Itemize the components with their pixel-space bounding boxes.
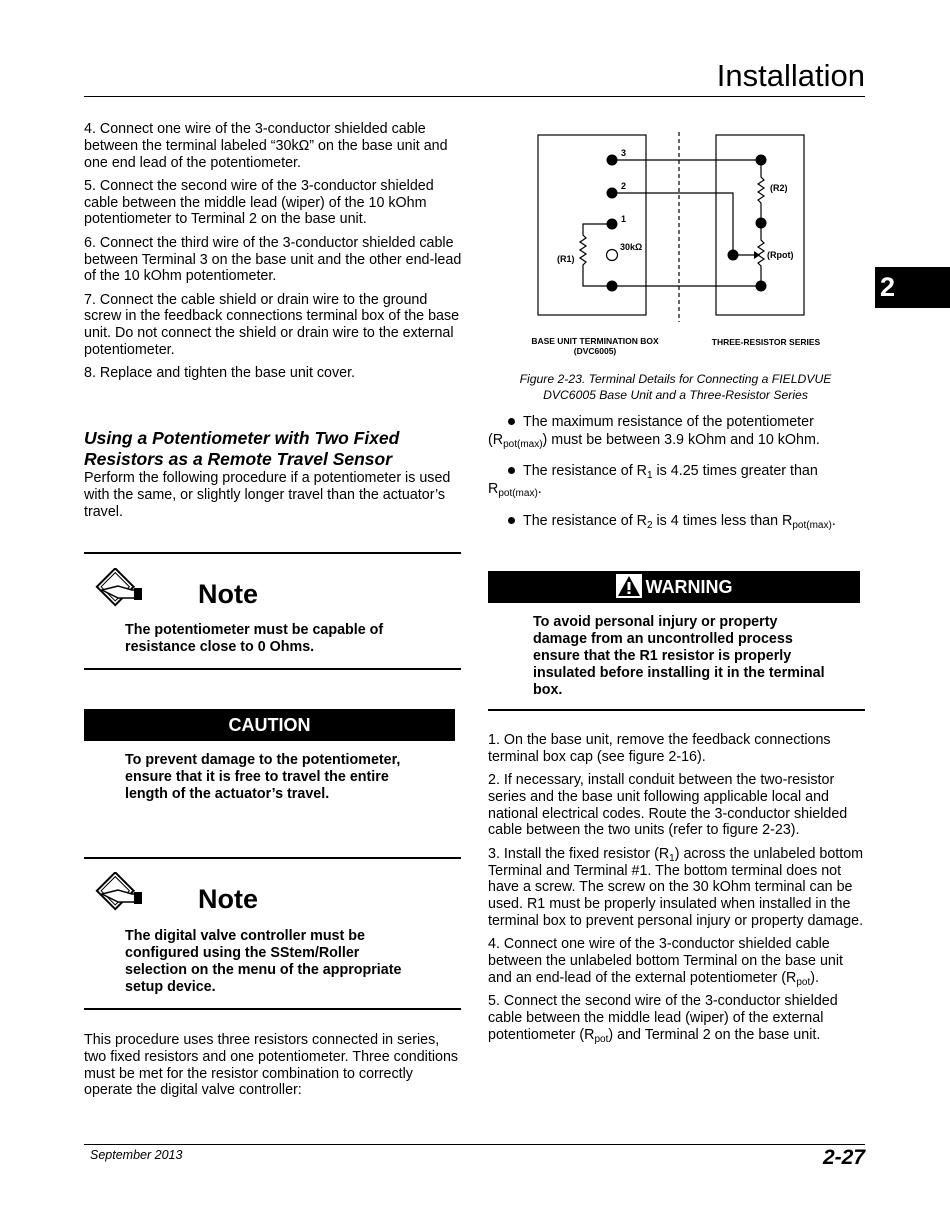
base-unit-label-line2: (DVC6005) xyxy=(573,346,617,356)
wiper-arrow-head xyxy=(754,251,760,259)
terminal-30k-dot xyxy=(607,250,618,261)
figure-caption-line2: DVC6005 Base Unit and a Three-Resistor Series xyxy=(543,387,808,402)
note1-bottom-rule xyxy=(84,668,461,670)
bullet-dot xyxy=(508,418,515,425)
figure-caption xyxy=(488,372,863,403)
section-title: Using a Potentiometer with Two Fixed Resistors as a Remote Travel Sensor xyxy=(84,428,400,469)
r2-resistor xyxy=(758,160,764,223)
r2-label: (R2) xyxy=(770,183,788,193)
footer-page-number: 2-27 xyxy=(822,1146,865,1169)
section-intro: Perform the following procedure if a potentiometer is used with the same, or slightly longer travel than the actuator’s travel. xyxy=(84,470,451,520)
right-step-4-sub: pot xyxy=(796,976,811,988)
right-step-4 xyxy=(488,936,868,986)
left-step-6: 6. Connect the third wire of the 3-conductor shielded cable between Terminal 3 on the base unit and the other end-lead of the 10 kOhm potentiometer. xyxy=(84,234,462,285)
terminal-diagram xyxy=(488,122,868,362)
bullet-1-text-a: The maximum resistance of the potentiometer (R xyxy=(488,414,814,448)
note-hand-icon xyxy=(88,568,144,619)
chapter-tab: 2 xyxy=(875,267,950,308)
note2-top-rule xyxy=(84,857,461,859)
bullet-1 xyxy=(488,413,868,449)
rpot-label: (Rpot) xyxy=(767,250,794,260)
series-label: THREE-RESISTOR SERIES xyxy=(711,337,821,347)
bullet-2-text-a: The resistance of R xyxy=(523,463,647,479)
left-step-5: 5. Connect the second wire of the 3-conductor shielded cable between the middle lead (wiper) of the 10 kOhm potentiometer to Terminal 2 on the base unit. xyxy=(84,177,434,228)
right-step-5 xyxy=(488,993,868,1043)
terminal-3-label: 3 xyxy=(621,148,627,158)
right-step-3 xyxy=(488,846,868,930)
warning-body: To avoid personal injury or property damage from an uncontrolled process ensure that the R1 resistor is properly insulated before installing it in the terminal box. xyxy=(533,614,825,698)
header-rule xyxy=(84,96,865,97)
left-steps xyxy=(84,121,462,389)
page-header-title: Installation xyxy=(716,58,865,93)
base-unit-label-line1: BASE UNIT TERMINATION BOX xyxy=(531,336,659,346)
right-step-3-b: ) across the unlabeled bottom Terminal and Terminal #1. The bottom terminal does not have a screw. The screw on the 30 kOhm terminal can be used. R1 must be properly insulated when installed in the terminal box to prevent personal injury or property damage. xyxy=(488,845,864,929)
base-unit-label xyxy=(505,336,685,356)
bullet-1-text-b: ) must be between 3.9 kOhm and 10 kOhm. xyxy=(542,432,820,448)
bullet-3-text-b: is 4 times less than R xyxy=(652,513,793,529)
bullet-3-sub: 2 xyxy=(646,520,653,531)
terminal-2-label: 2 xyxy=(621,181,627,191)
caution-body: To prevent damage to the potentiometer, ensure that it is free to travel the entire length of the actuator’s travel. xyxy=(125,752,401,802)
terminal-30k-label: 30kΩ xyxy=(620,242,643,252)
base-unit-box xyxy=(538,135,646,315)
note2-body: The digital valve controller must be configured using the SStem/Roller selection on the menu of the appropriate setup device. xyxy=(125,928,402,995)
note1-body: The potentiometer must be capable of resistance close to 0 Ohms. xyxy=(125,622,384,655)
note1-heading: Note xyxy=(198,579,258,609)
warning-bottom-rule xyxy=(488,709,865,711)
bullet-2-sub2: pot(max) xyxy=(498,488,538,499)
terminal-1-label: 1 xyxy=(621,214,627,224)
right-steps xyxy=(488,732,868,1050)
warning-bar xyxy=(488,571,860,603)
bullet-2-text-c: . xyxy=(537,481,542,497)
r1-label: (R1) xyxy=(557,254,575,264)
right-step-4-b: ). xyxy=(810,969,820,986)
right-step-5-a: 5. Connect the second wire of the 3-conductor shielded cable between the middle lead (wiper) of the external potentiometer (R xyxy=(488,993,838,1043)
bullet-dot xyxy=(508,467,515,474)
warning-triangle-icon xyxy=(616,574,642,598)
left-closing: This procedure uses three resistors connected in series, two fixed resistors and one potentiometer. Three conditions must be met for the resistor combination to correctly operate the digital valve controller: xyxy=(84,1032,459,1099)
bullet-2 xyxy=(488,462,868,498)
section xyxy=(84,428,462,520)
footer-rule xyxy=(84,1144,865,1145)
caution-bar: CAUTION xyxy=(84,709,455,741)
left-step-4: 4. Connect one wire of the 3-conductor shielded cable between the terminal labeled “30kΩ” on the base unit and one end lead of the potentiometer. xyxy=(84,121,448,171)
right-step-3-a: 3. Install the fixed resistor (R xyxy=(488,845,670,862)
bullet-dot xyxy=(508,517,515,524)
left-step-8: 8. Replace and tighten the base unit cover. xyxy=(84,365,356,382)
footer-date: September 2013 xyxy=(90,1148,183,1162)
note-hand-icon xyxy=(88,872,144,923)
right-step-1: 1. On the base unit, remove the feedback connections terminal box cap (see figure 2-16). xyxy=(488,732,831,765)
note2-heading: Note xyxy=(198,884,258,914)
warning-heading: WARNING xyxy=(645,577,733,597)
right-step-4-a: 4. Connect one wire of the 3-conductor shielded cable between the unlabeled bottom Terminal on the base unit and an end-lead of the external potentiometer (R xyxy=(488,936,844,986)
figure-caption-line1: Figure 2-23. Terminal Details for Connecting a FIELDVUE xyxy=(519,372,832,386)
bullet-3-sub2: pot(max) xyxy=(792,520,832,531)
right-step-3-sub: 1 xyxy=(669,852,675,864)
bullet-2-text-b: is 4.25 times greater than R xyxy=(488,463,818,497)
bullet-3-text-a: The resistance of R xyxy=(523,513,647,529)
bullet-1-sub: pot(max) xyxy=(503,439,543,450)
note2-bottom-rule xyxy=(84,1008,461,1010)
bullet-2-sub: 1 xyxy=(646,470,653,481)
note1-top-rule xyxy=(84,552,461,554)
right-step-5-b: ) and Terminal 2 on the base unit. xyxy=(608,1026,821,1043)
right-step-5-sub: pot xyxy=(594,1033,609,1045)
bullet-3 xyxy=(488,512,868,530)
right-step-2: 2. If necessary, install conduit between the two-resistor series and the base unit following applicable local and national electrical codes. Route the 3-conductor shielded cable between the two units (refer to figure 2-23). xyxy=(488,772,848,839)
left-step-7: 7. Connect the cable shield or drain wire to the ground screw in the feedback connections terminal box of the base unit. Do not connect the shield or drain wire to the external potentiometer. xyxy=(84,291,460,359)
bullet-3-text-c: . xyxy=(831,513,836,529)
